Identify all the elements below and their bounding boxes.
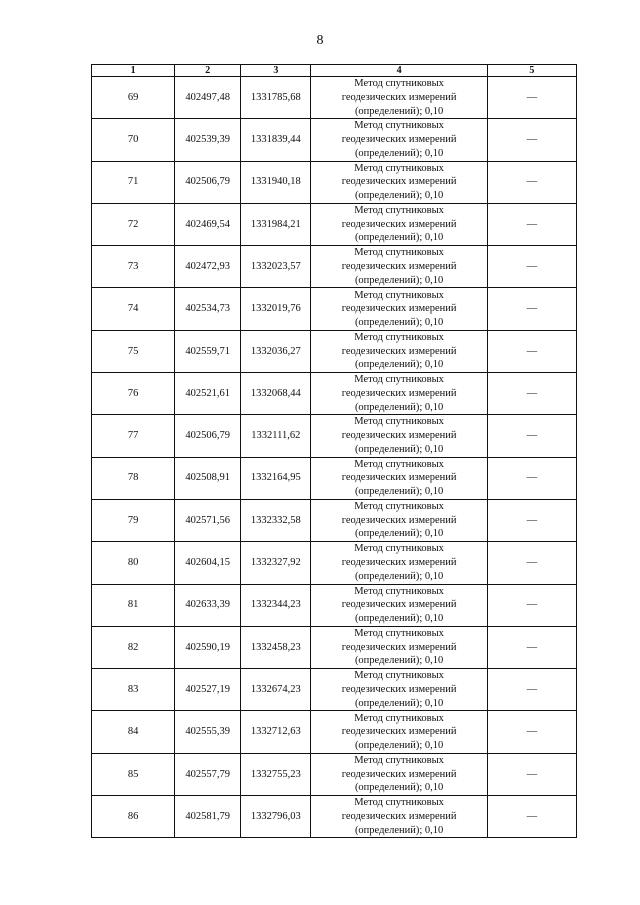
coordinate-y-cell: 1332023,57	[241, 246, 311, 288]
coordinate-x-cell: 402506,79	[175, 161, 241, 203]
note-cell: —	[487, 246, 576, 288]
method-line: Метод спутниковых	[354, 247, 444, 259]
coordinates-table	[91, 64, 577, 838]
method-line: (определений); 0,10	[354, 570, 444, 582]
method-line: геодезических измерений	[341, 176, 457, 188]
point-number-cell: 79	[92, 499, 175, 541]
method-line: (определений); 0,10	[354, 824, 444, 836]
point-number-cell: 74	[92, 288, 175, 330]
table-row	[92, 711, 577, 753]
method-line: геодезических измерений	[341, 387, 457, 399]
coordinate-y-cell: 1332458,23	[241, 626, 311, 668]
note-cell: —	[487, 203, 576, 245]
point-number-cell: 80	[92, 542, 175, 584]
table-row	[92, 669, 577, 711]
table-row	[92, 542, 577, 584]
coordinate-x-cell: 402521,61	[175, 373, 241, 415]
method-line: (определений); 0,10	[354, 528, 444, 540]
table-row	[92, 330, 577, 372]
note-cell: —	[487, 330, 576, 372]
point-number-cell: 76	[92, 373, 175, 415]
coordinate-x-cell: 402508,91	[175, 457, 241, 499]
point-number-cell: 71	[92, 161, 175, 203]
method-line: (определений); 0,10	[354, 147, 444, 159]
coordinate-y-cell: 1332344,23	[241, 584, 311, 626]
note-cell: —	[487, 669, 576, 711]
coordinate-x-cell: 402555,39	[175, 711, 241, 753]
point-number-cell: 78	[92, 457, 175, 499]
method-cell	[311, 711, 487, 753]
table-row	[92, 161, 577, 203]
coordinate-x-cell: 402581,79	[175, 796, 241, 838]
method-line: Метод спутниковых	[354, 416, 444, 428]
note-cell: —	[487, 796, 576, 838]
method-line: Метод спутниковых	[354, 670, 444, 682]
point-number-cell: 77	[92, 415, 175, 457]
method-cell	[311, 753, 487, 795]
coordinate-x-cell: 402633,39	[175, 584, 241, 626]
method-cell	[311, 626, 487, 668]
coordinate-y-cell: 1332796,03	[241, 796, 311, 838]
coordinate-x-cell: 402527,19	[175, 669, 241, 711]
point-number-cell: 84	[92, 711, 175, 753]
point-number-cell: 73	[92, 246, 175, 288]
point-number-cell: 85	[92, 753, 175, 795]
table-row	[92, 373, 577, 415]
column-header: 1	[92, 65, 175, 77]
table-row	[92, 77, 577, 119]
note-cell: —	[487, 415, 576, 457]
method-line: геодезических измерений	[341, 218, 457, 230]
method-line: Метод спутниковых	[354, 204, 444, 216]
table-row	[92, 415, 577, 457]
method-line: Метод спутниковых	[354, 585, 444, 597]
point-number-cell: 81	[92, 584, 175, 626]
page-number: 8	[316, 33, 324, 48]
method-line: геодезических измерений	[341, 134, 457, 146]
note-cell: —	[487, 626, 576, 668]
table-row	[92, 246, 577, 288]
method-line: Метод спутниковых	[354, 120, 444, 132]
coordinate-x-cell: 402539,39	[175, 119, 241, 161]
method-line: Метод спутниковых	[354, 458, 444, 470]
method-cell	[311, 161, 487, 203]
table-row	[92, 288, 577, 330]
coordinate-y-cell: 1332036,27	[241, 330, 311, 372]
method-line: геодезических измерений	[341, 557, 457, 569]
column-header: 2	[175, 65, 241, 77]
coordinate-y-cell: 1331984,21	[241, 203, 311, 245]
method-line: (определений); 0,10	[354, 486, 444, 498]
method-line: (определений); 0,10	[354, 782, 444, 794]
method-cell	[311, 542, 487, 584]
method-cell	[311, 584, 487, 626]
method-cell	[311, 119, 487, 161]
coordinate-x-cell: 402469,54	[175, 203, 241, 245]
method-cell	[311, 288, 487, 330]
method-line: геодезических измерений	[341, 810, 457, 822]
coordinate-y-cell: 1332164,95	[241, 457, 311, 499]
method-line: геодезических измерений	[341, 514, 457, 526]
coordinate-y-cell: 1332755,23	[241, 753, 311, 795]
point-number-cell: 83	[92, 669, 175, 711]
coordinate-x-cell: 402571,56	[175, 499, 241, 541]
coordinate-y-cell: 1331839,44	[241, 119, 311, 161]
method-line: (определений); 0,10	[354, 443, 444, 455]
point-number-cell: 82	[92, 626, 175, 668]
method-line: Метод спутниковых	[354, 797, 444, 809]
column-header: 4	[311, 65, 487, 77]
coordinate-x-cell: 402557,79	[175, 753, 241, 795]
method-line: геодезических измерений	[341, 430, 457, 442]
coordinate-y-cell: 1332327,92	[241, 542, 311, 584]
method-line: (определений); 0,10	[354, 655, 444, 667]
point-number-cell: 75	[92, 330, 175, 372]
coordinate-x-cell: 402534,73	[175, 288, 241, 330]
method-line: геодезических измерений	[341, 599, 457, 611]
note-cell: —	[487, 457, 576, 499]
method-line: геодезических измерений	[341, 641, 457, 653]
method-cell	[311, 373, 487, 415]
table-row	[92, 203, 577, 245]
table-row	[92, 499, 577, 541]
coordinate-y-cell: 1332019,76	[241, 288, 311, 330]
method-line: Метод спутниковых	[354, 627, 444, 639]
table-header-row	[92, 65, 577, 77]
method-cell	[311, 796, 487, 838]
table-row	[92, 626, 577, 668]
method-line: Метод спутниковых	[354, 712, 444, 724]
coordinate-y-cell: 1331785,68	[241, 77, 311, 119]
method-cell	[311, 457, 487, 499]
note-cell: —	[487, 499, 576, 541]
note-cell: —	[487, 584, 576, 626]
coordinate-x-cell: 402472,93	[175, 246, 241, 288]
method-line: геодезических измерений	[341, 91, 457, 103]
note-cell: —	[487, 711, 576, 753]
method-line: (определений); 0,10	[354, 401, 444, 413]
note-cell: —	[487, 119, 576, 161]
method-line: геодезических измерений	[341, 683, 457, 695]
coordinate-x-cell: 402590,19	[175, 626, 241, 668]
note-cell: —	[487, 542, 576, 584]
method-cell	[311, 77, 487, 119]
method-line: (определений); 0,10	[354, 613, 444, 625]
table-row	[92, 796, 577, 838]
method-cell	[311, 246, 487, 288]
method-cell	[311, 415, 487, 457]
point-number-cell: 72	[92, 203, 175, 245]
coordinate-x-cell: 402559,71	[175, 330, 241, 372]
column-header: 3	[241, 65, 311, 77]
method-line: Метод спутниковых	[354, 374, 444, 386]
method-cell	[311, 669, 487, 711]
coordinate-y-cell: 1332712,63	[241, 711, 311, 753]
table-row	[92, 584, 577, 626]
method-line: геодезических измерений	[341, 303, 457, 315]
note-cell: —	[487, 288, 576, 330]
method-line: Метод спутниковых	[354, 543, 444, 555]
point-number-cell: 69	[92, 77, 175, 119]
method-line: геодезических измерений	[341, 345, 457, 357]
point-number-cell: 70	[92, 119, 175, 161]
note-cell: —	[487, 753, 576, 795]
coordinate-y-cell: 1332111,62	[241, 415, 311, 457]
method-line: геодезических измерений	[341, 726, 457, 738]
method-line: геодезических измерений	[341, 260, 457, 272]
method-line: Метод спутниковых	[354, 331, 444, 343]
method-line: (определений); 0,10	[354, 274, 444, 286]
method-line: Метод спутниковых	[354, 289, 444, 301]
method-line: Метод спутниковых	[354, 162, 444, 174]
method-line: Метод спутниковых	[354, 754, 444, 766]
point-number-cell: 86	[92, 796, 175, 838]
method-line: (определений); 0,10	[354, 359, 444, 371]
note-cell: —	[487, 161, 576, 203]
method-line: (определений); 0,10	[354, 190, 444, 202]
table-body	[92, 77, 577, 838]
note-cell: —	[487, 373, 576, 415]
method-line: Метод спутниковых	[354, 78, 444, 90]
coordinate-y-cell: 1332674,23	[241, 669, 311, 711]
column-header: 5	[487, 65, 576, 77]
coordinate-y-cell: 1332068,44	[241, 373, 311, 415]
table-row	[92, 457, 577, 499]
coordinate-x-cell: 402506,79	[175, 415, 241, 457]
coordinate-y-cell: 1331940,18	[241, 161, 311, 203]
method-line: (определений); 0,10	[354, 739, 444, 751]
note-cell: —	[487, 77, 576, 119]
method-cell	[311, 499, 487, 541]
table-row	[92, 119, 577, 161]
method-line: геодезических измерений	[341, 472, 457, 484]
method-line: (определений); 0,10	[354, 697, 444, 709]
method-line: (определений); 0,10	[354, 232, 444, 244]
method-cell	[311, 330, 487, 372]
method-cell	[311, 203, 487, 245]
coordinate-x-cell: 402604,15	[175, 542, 241, 584]
table-row	[92, 753, 577, 795]
coordinate-y-cell: 1332332,58	[241, 499, 311, 541]
method-line: (определений); 0,10	[354, 105, 444, 117]
method-line: (определений); 0,10	[354, 316, 444, 328]
method-line: Метод спутниковых	[354, 501, 444, 513]
method-line: геодезических измерений	[341, 768, 457, 780]
coordinate-x-cell: 402497,48	[175, 77, 241, 119]
